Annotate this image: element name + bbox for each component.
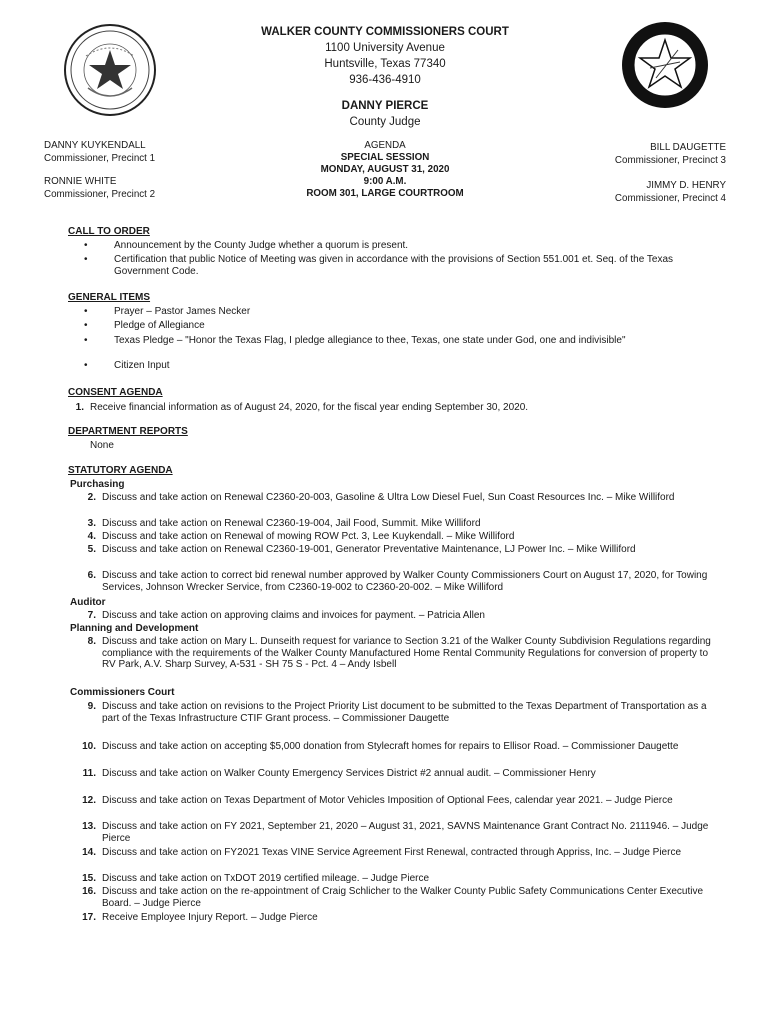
list-item: • Citizen Input xyxy=(84,360,170,371)
commissioner-p4-name: JIMMY D. HENRY xyxy=(646,180,726,191)
purchasing-subheading: Purchasing xyxy=(70,479,125,490)
agenda-item: 9. Discuss and take action on revisions to the Project Priority List document to be submitted to the Texas Department of Transportation as a part of the Texas Infrastructure CTIF Grant process. – Commissioner Daugette xyxy=(87,701,707,724)
agenda-room: ROOM 301, LARGE COURTROOM xyxy=(306,188,464,199)
list-item: • Texas Pledge – "Honor the Texas Flag, I pledge allegiance to thee, Texas, one state under God, one and indivisible" xyxy=(84,335,626,346)
judge-name: DANNY PIERCE xyxy=(341,100,429,112)
commissioners-court-subheading: Commissioners Court xyxy=(70,687,175,698)
court-phone: 936-436-4910 xyxy=(349,74,421,86)
agenda-item: 3. Discuss and take action on Renewal C2360-19-004, Jail Food, Summit. Mike Williford xyxy=(87,518,481,529)
judge-title: County Judge xyxy=(349,116,421,128)
list-item: • Pledge of Allegiance xyxy=(84,320,205,331)
commissioner-p4-title: Commissioner, Precinct 4 xyxy=(614,192,726,204)
commissioner-p1-title: Commissioner, Precinct 1 xyxy=(44,152,156,164)
agenda-item: 1. Receive financial information as of August 24, 2020, for the fiscal year ending September 30, 2020. xyxy=(75,402,529,413)
agenda-item: 2. Discuss and take action on Renewal C2360-20-003, Gasoline & Ultra Low Diesel Fuel, Sun Coast Resources Inc. – Mike Williford xyxy=(87,492,675,503)
agenda-time: 9:00 A.M. xyxy=(363,176,407,187)
agenda-label: AGENDA xyxy=(364,140,406,151)
court-address: 1100 University Avenue xyxy=(325,42,445,54)
list-item: • Prayer – Pastor James Necker xyxy=(84,306,251,317)
commissioner-p3-title: Commissioner, Precinct 3 xyxy=(614,154,726,166)
call-to-order-heading: CALL TO ORDER xyxy=(68,226,150,237)
statutory-agenda-heading: STATUTORY AGENDA xyxy=(68,465,173,476)
agenda-item: 16. Discuss and take action on the re-appointment of Craig Schlicher to the Walker County Public Safety Communications Center Executive Board. – Judge Pierce xyxy=(82,886,704,909)
agenda-item: 5. Discuss and take action on Renewal C2360-19-001, Generator Preventative Maintenance, LJ Power Inc. – Mike Williford xyxy=(87,544,636,555)
agenda-item: 13. Discuss and take action on FY 2021, September 21, 2020 – August 31, 2021, SAVNS Maintenance Grant Contract No. 2111946. – Judge Pierce xyxy=(82,821,709,844)
commissioner-p3-name: BILL DAUGETTE xyxy=(650,142,726,153)
consent-agenda-heading: CONSENT AGENDA xyxy=(68,387,163,398)
commissioner-p2-title: Commissioner, Precinct 2 xyxy=(44,188,156,200)
list-item: • Certification that public Notice of Meeting was given in accordance with the provisions of Section 551.001 et. Seq. of the Texas Government Code. xyxy=(84,254,674,277)
commissioner-p1-name: DANNY KUYKENDALL xyxy=(44,140,146,151)
department-reports-none: None xyxy=(90,440,114,451)
court-city: Huntsville, Texas 77340 xyxy=(324,58,446,70)
agenda-item: 12. Discuss and take action on Texas Department of Motor Vehicles Imposition of Optional Fees, calendar year 2021. – Judge Pierce xyxy=(82,795,673,806)
auditor-subheading: Auditor xyxy=(70,597,106,608)
general-items-heading: GENERAL ITEMS xyxy=(68,292,151,303)
list-item: • Announcement by the County Judge whether a quorum is present. xyxy=(84,240,409,251)
agenda-session: SPECIAL SESSION xyxy=(340,152,430,163)
agenda-item: 8. Discuss and take action on Mary L. Dunseith request for variance to Section 3.21 of the Walker County Subdivision Regulations regarding compliance with the requirements of the Walker County Manufactured Home Rental Community Regulations for conversion of property to RV Park, A.V. Sharp Survey, A-531 - SH 75 S - Pct. 4 – Andy Isbell xyxy=(87,636,711,670)
planning-subheading: Planning and Development xyxy=(70,623,199,634)
agenda-date: MONDAY, AUGUST 31, 2020 xyxy=(320,164,450,175)
agenda-item: 6. Discuss and take action to correct bid renewal number approved by Walker County Commissioners Court on August 17, 2020, for Towing Services, Johnson Wrecker Service, from C2360-19-002 to C2360-20-002. – Mike Williford xyxy=(87,570,708,593)
court-title: WALKER COUNTY COMMISSIONERS COURT xyxy=(261,26,509,38)
department-reports-heading: DEPARTMENT REPORTS xyxy=(68,426,188,437)
agenda-item: 10. Discuss and take action on accepting $5,000 donation from Stylecraft homes for repairs to Ellisor Road. – Commissioner Daugette xyxy=(82,741,679,752)
agenda-item: 4. Discuss and take action on Renewal of mowing ROW Pct. 3, Lee Kuykendall. – Mike Williford xyxy=(87,531,515,542)
agenda-item: 7. Discuss and take action on approving claims and invoices for payment. – Patricia Allen xyxy=(87,610,485,621)
commissioner-p2-name: RONNIE WHITE xyxy=(44,176,117,187)
agenda-item: 14. Discuss and take action on FY2021 Texas VINE Service Agreement First Renewal, contracted through Appriss, Inc. – Judge Pierce xyxy=(82,847,682,858)
agenda-item: 15. Discuss and take action on TxDOT 2019 certified mileage. – Judge Pierce xyxy=(82,873,430,884)
agenda-item: 11. Discuss and take action on Walker County Emergency Services District #2 annual audit. – Commissioner Henry xyxy=(82,768,596,779)
agenda-item: 17. Receive Employee Injury Report. – Judge Pierce xyxy=(82,912,318,923)
